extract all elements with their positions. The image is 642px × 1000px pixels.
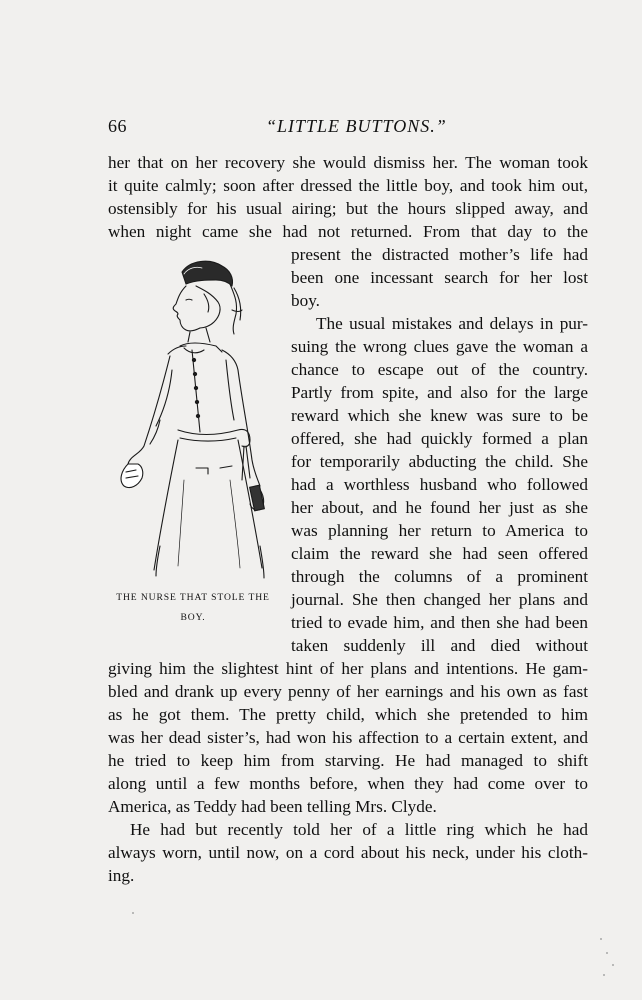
text-line: through the columns of a prominent [291,567,588,586]
text-line: giving him the slightest hint of her plans and intentions. He gam- [108,659,588,678]
text-line: chance to escape out of the country. [291,360,588,379]
print-speck [600,938,602,940]
text-line: along until a few months before, when they had come over to [108,774,588,793]
print-speck [603,974,605,976]
text-line: The usual mistakes and delays in pur- [316,314,588,333]
text-line: had a worthless husband who followed [291,475,588,494]
illustration-caption: THE NURSE THAT STOLE THE BOY. [116,592,270,623]
running-title: “LITTLE BUTTONS.” [266,116,447,136]
text-line: claim the reward she had seen offered [291,544,588,563]
nurse-illustration [100,250,280,590]
text-line: He had but recently told her of a little ring which he had [130,820,588,839]
text-line: taken suddenly ill and died without [291,636,588,655]
print-speck [132,912,134,914]
text-line: ostensibly for his usual airing; but the hours slipped away, and [108,199,588,218]
text-line: bled and drank up every penny of her earnings and his own as fast [108,682,588,701]
text-line: when night came she had not returned. From that day to the [108,222,588,241]
text-line: it quite calmly; soon after dressed the little boy, and took him out, [108,176,588,195]
text-line: Partly from spite, and also for the large [291,383,588,402]
text-line: America, as Teddy had been telling Mrs. Clyde. [108,797,437,816]
text-line: was her dead sister’s, had won his affection to a certain extent, and [108,728,588,747]
page-number: 66 [108,116,127,136]
print-speck [612,964,614,966]
text-line: ing. [108,866,135,885]
text-line: was planning her return to America to [291,521,588,540]
text-line: suing the wrong clues gave the woman a [291,337,588,356]
text-line: boy. [291,291,320,310]
running-head [108,116,588,140]
text-line: present the distracted mother’s life had [291,245,588,264]
text-line: tried to evade him, and then she had been [291,613,588,632]
text-line: always worn, until now, on a cord about his neck, under his cloth- [108,843,588,862]
text-line: he tried to keep him from starving. He had managed to shift [108,751,588,770]
text-line: offered, she had quickly formed a plan [291,429,588,448]
text-line: reward which she knew was sure to be [291,406,588,425]
text-line: her that on her recovery she would dismiss her. The woman took [108,153,588,172]
text-line: for temporarily abducting the child. She [291,452,588,471]
text-line: as he got them. The pretty child, which she pretended to him [108,705,588,724]
text-line: journal. She then changed her plans and [291,590,588,609]
print-speck [606,952,608,954]
text-line: been one incessant search for her lost [291,268,588,287]
text-line: her about, and he found her just as she [291,498,588,517]
